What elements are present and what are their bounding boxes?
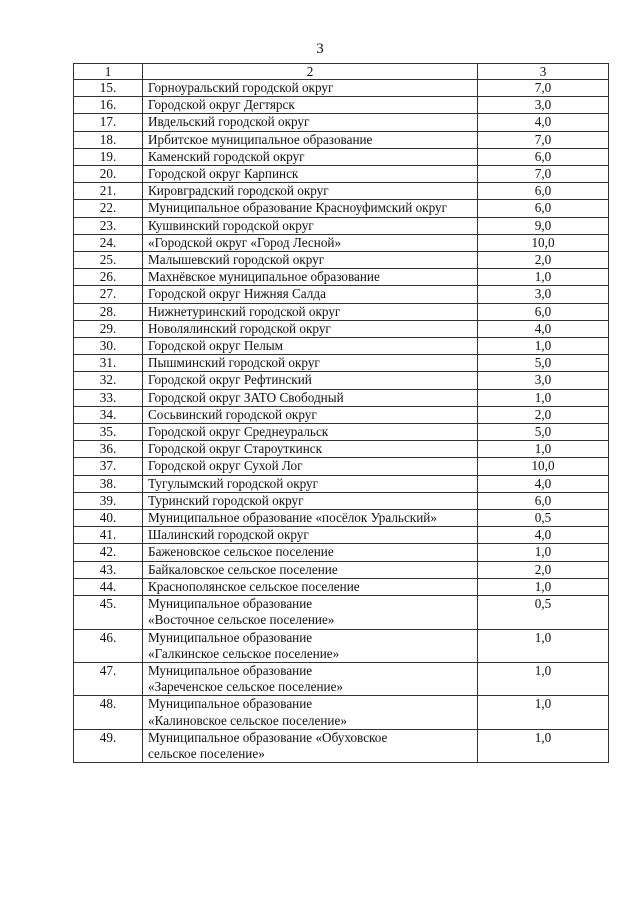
table-row [74, 372, 609, 389]
allocation-value: 5,0 [478, 424, 609, 441]
municipality-name: «Городской округ «Город Лесной» [143, 234, 478, 251]
table-row [74, 234, 609, 251]
column-header-value: 3 [478, 64, 609, 80]
row-number: 32. [74, 372, 143, 389]
table-row [74, 492, 609, 509]
table-row [74, 406, 609, 423]
municipality-name: Тугулымский городской округ [143, 475, 478, 492]
municipality-name: Муниципальное образование «Галкинское сельское поселение» [143, 629, 478, 662]
table-row [74, 320, 609, 337]
municipality-name: Городской округ Карпинск [143, 166, 478, 183]
row-number: 26. [74, 269, 143, 286]
column-header-number: 1 [74, 64, 143, 80]
municipality-name: Баженовское сельское поселение [143, 544, 478, 561]
allocation-value: 6,0 [478, 492, 609, 509]
row-number: 24. [74, 234, 143, 251]
table-row [74, 424, 609, 441]
municipality-name: Нижнетуринский городской округ [143, 303, 478, 320]
allocation-value: 1,0 [478, 544, 609, 561]
table-row [74, 131, 609, 148]
table-row [74, 183, 609, 200]
allocation-value: 3,0 [478, 97, 609, 114]
row-number: 39. [74, 492, 143, 509]
row-number: 27. [74, 286, 143, 303]
allocation-value: 6,0 [478, 183, 609, 200]
table-row [74, 596, 609, 629]
row-number: 17. [74, 114, 143, 131]
table-row [74, 217, 609, 234]
row-number: 37. [74, 458, 143, 475]
municipality-name: Кировградский городской округ [143, 183, 478, 200]
allocation-value: 1,0 [478, 389, 609, 406]
allocation-value: 6,0 [478, 148, 609, 165]
row-number: 43. [74, 561, 143, 578]
table-row [74, 544, 609, 561]
table-row [74, 200, 609, 217]
row-number: 30. [74, 338, 143, 355]
allocation-value: 0,5 [478, 510, 609, 527]
table-row [74, 97, 609, 114]
table-row [74, 338, 609, 355]
row-number: 15. [74, 80, 143, 97]
municipality-name: Малышевский городской округ [143, 252, 478, 269]
row-number: 20. [74, 166, 143, 183]
municipality-name: Ирбитское муниципальное образование [143, 131, 478, 148]
row-number: 22. [74, 200, 143, 217]
municipality-name: Городской округ Среднеуральск [143, 424, 478, 441]
table-row [74, 166, 609, 183]
municipality-name: Муниципальное образование «Восточное сельское поселение» [143, 596, 478, 629]
allocation-value: 4,0 [478, 114, 609, 131]
municipality-name: Кушвинский городской округ [143, 217, 478, 234]
allocation-value: 1,0 [478, 629, 609, 662]
allocation-value: 2,0 [478, 561, 609, 578]
row-number: 21. [74, 183, 143, 200]
table-row [74, 729, 609, 762]
municipality-name: Городской округ Староуткинск [143, 441, 478, 458]
row-number: 35. [74, 424, 143, 441]
table-body [74, 80, 609, 763]
table-row [74, 510, 609, 527]
table-row [74, 114, 609, 131]
allocation-value: 3,0 [478, 372, 609, 389]
row-number: 23. [74, 217, 143, 234]
header-row [74, 64, 609, 80]
allocation-value: 1,0 [478, 729, 609, 762]
allocation-value: 0,5 [478, 596, 609, 629]
allocation-value: 1,0 [478, 662, 609, 695]
table-row [74, 355, 609, 372]
municipality-name: Городской округ Сухой Лог [143, 458, 478, 475]
row-number: 42. [74, 544, 143, 561]
row-number: 28. [74, 303, 143, 320]
row-number: 18. [74, 131, 143, 148]
allocation-value: 3,0 [478, 286, 609, 303]
row-number: 41. [74, 527, 143, 544]
row-number: 45. [74, 596, 143, 629]
municipality-name: Муниципальное образование Красноуфимский округ [143, 200, 478, 217]
municipality-name: Новолялинский городской округ [143, 320, 478, 337]
page-number: 3 [316, 41, 324, 57]
allocation-value: 4,0 [478, 320, 609, 337]
table-row [74, 389, 609, 406]
table-row [74, 286, 609, 303]
municipality-name: Городской округ ЗАТО Свободный [143, 389, 478, 406]
allocation-value: 6,0 [478, 200, 609, 217]
allocation-value: 7,0 [478, 131, 609, 148]
row-number: 29. [74, 320, 143, 337]
row-number: 47. [74, 662, 143, 695]
allocation-value: 4,0 [478, 527, 609, 544]
row-number: 16. [74, 97, 143, 114]
table-row [74, 303, 609, 320]
allocation-value: 2,0 [478, 406, 609, 423]
municipality-name: Городской округ Дегтярск [143, 97, 478, 114]
row-number: 44. [74, 578, 143, 595]
row-number: 46. [74, 629, 143, 662]
table-header [74, 64, 609, 80]
allocation-value: 7,0 [478, 80, 609, 97]
table-row [74, 629, 609, 662]
allocation-value: 6,0 [478, 303, 609, 320]
table-row [74, 662, 609, 695]
municipality-name: Муниципальное образование «Зареченское сельское поселение» [143, 662, 478, 695]
municipality-name: Городской округ Нижняя Салда [143, 286, 478, 303]
municipality-name: Краснополянское сельское поселение [143, 578, 478, 595]
municipality-name: Каменский городской округ [143, 148, 478, 165]
municipality-name: Сосьвинский городской округ [143, 406, 478, 423]
table-row [74, 578, 609, 595]
row-number: 25. [74, 252, 143, 269]
municipality-name: Горноуральский городской округ [143, 80, 478, 97]
row-number: 36. [74, 441, 143, 458]
municipality-name: Муниципальное образование «Калиновское сельское поселение» [143, 696, 478, 729]
municipality-name: Махнёвское муниципальное образование [143, 269, 478, 286]
allocation-value: 1,0 [478, 441, 609, 458]
allocation-value: 5,0 [478, 355, 609, 372]
table-row [74, 80, 609, 97]
table-row [74, 458, 609, 475]
data-table [73, 63, 609, 763]
municipality-name: Городской округ Пелым [143, 338, 478, 355]
row-number: 19. [74, 148, 143, 165]
allocation-value: 1,0 [478, 269, 609, 286]
table-row [74, 148, 609, 165]
allocation-value: 9,0 [478, 217, 609, 234]
column-header-name: 2 [143, 64, 478, 80]
municipality-name: Городской округ Рефтинский [143, 372, 478, 389]
row-number: 34. [74, 406, 143, 423]
municipality-name: Байкаловское сельское поселение [143, 561, 478, 578]
municipality-name: Муниципальное образование «Обуховское сельское поселение» [143, 729, 478, 762]
municipality-name: Муниципальное образование «посёлок Уральский» [143, 510, 478, 527]
row-number: 48. [74, 696, 143, 729]
row-number: 31. [74, 355, 143, 372]
municipality-name: Туринский городской округ [143, 492, 478, 509]
table-row [74, 561, 609, 578]
table-row [74, 527, 609, 544]
allocation-value: 2,0 [478, 252, 609, 269]
table-row [74, 475, 609, 492]
allocation-value: 1,0 [478, 338, 609, 355]
allocation-value: 1,0 [478, 696, 609, 729]
allocation-value: 7,0 [478, 166, 609, 183]
municipality-name: Ивдельский городской округ [143, 114, 478, 131]
row-number: 38. [74, 475, 143, 492]
allocation-value: 4,0 [478, 475, 609, 492]
municipality-name: Пышминский городской округ [143, 355, 478, 372]
municipality-name: Шалинский городской округ [143, 527, 478, 544]
row-number: 33. [74, 389, 143, 406]
row-number: 40. [74, 510, 143, 527]
table-row [74, 252, 609, 269]
row-number: 49. [74, 729, 143, 762]
table-row [74, 696, 609, 729]
table-row [74, 441, 609, 458]
allocation-value: 1,0 [478, 578, 609, 595]
allocation-value: 10,0 [478, 458, 609, 475]
allocation-value: 10,0 [478, 234, 609, 251]
table-row [74, 269, 609, 286]
